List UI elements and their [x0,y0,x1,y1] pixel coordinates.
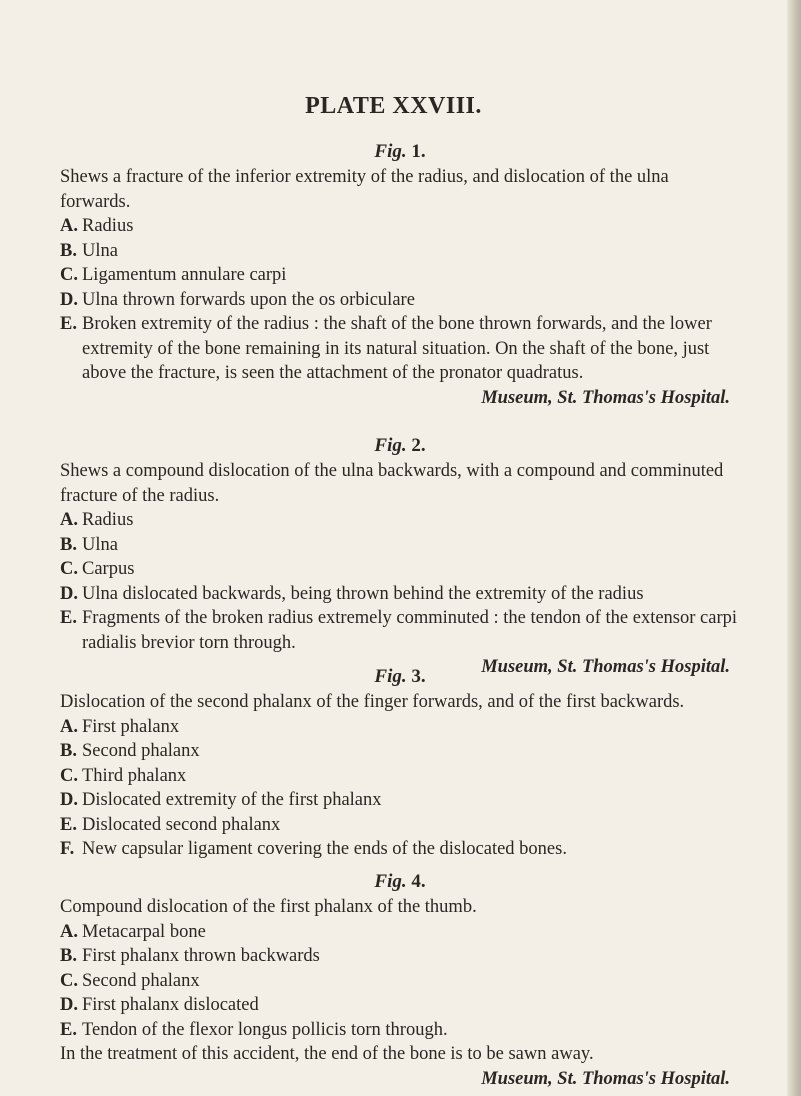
figure-3-number: 3. [411,666,426,687]
figure-3-heading [60,664,740,690]
figure-4-description: Compound dislocation of the first phalanx of the thumb. [60,897,477,917]
figure-1-item-e: E. Broken extremity of the radius : the shaft of the bone thrown forwards, and the lower extremity of the bone remaining in its natural situation. On the shaft of the bone, just above the fracture, is seen the attachment of the pronator quadratus. [60,314,712,383]
figure-2-item-a: A. Radius [60,510,134,530]
figure-1-museum-credit: Museum, St. Thomas's Hospital. [481,387,730,408]
figure-4-number: 4. [411,871,426,892]
page-edge [787,0,801,1096]
figure-1-description: Shews a fracture of the inferior extremity of the radius, and dislocation of the ulna forwards. [60,167,669,212]
figure-4-item-c: C. Second phalanx [60,970,200,991]
figure-1-item-d: D. Ulna thrown forwards upon the os orbiculare [60,289,415,310]
figure-1-section [60,139,740,411]
figure-2-museum-credit: Museum, St. Thomas's Hospital. [481,657,730,677]
figure-4-item-a: A. Metacarpal bone [60,921,206,942]
figure-2-item-c: C. Carpus [60,559,135,579]
figure-1-heading [60,139,740,165]
figure-4-label: Fig. [374,871,407,892]
figure-3-item-c: C. Third phalanx [60,765,187,786]
figure-4-item-e: E. Tendon of the flexor longus pollicis torn through. [60,1019,448,1040]
figure-4-treatment-note: In the treatment of this accident, the end of the bone is to be sawn away. [60,1044,594,1064]
figure-1-item-c: C. Ligamentum annulare carpi [60,265,287,285]
figure-2-description: Shews a compound dislocation of the ulna backwards, with a compound and comminuted fracture of the radius. [60,461,724,506]
figure-1-item-b: B. Ulna [60,240,118,261]
figure-3-label: Fig. [374,666,407,687]
figure-3-item-f: F. New capsular ligament covering the ends of the dislocated bones. [60,839,567,859]
figure-4-item-d: D. First phalanx dislocated [60,995,259,1015]
figure-4-section [60,869,740,1092]
figure-3-item-a: A. First phalanx [60,716,180,737]
figure-2-item-b: B. Ulna [60,534,118,555]
figure-3-item-e: E. Dislocated second phalanx [60,814,281,835]
figure-2-item-e: E. Fragments of the broken radius extremely comminuted : the tendon of the extensor carpi radialis brevior torn through. [60,608,738,653]
figure-2-section [60,433,740,680]
figure-2-heading [60,433,740,459]
figure-2-item-d: D. Ulna dislocated backwards, being thrown behind the extremity of the radius [60,583,644,604]
figure-1-number: 1. [411,141,426,162]
figure-3-item-b: B. Second phalanx [60,741,200,761]
figure-4-museum-credit: Museum, St. Thomas's Hospital. [481,1068,730,1089]
figure-3-section [60,664,740,862]
figure-1-label: Fig. [374,141,407,162]
figure-3-item-d: D. Dislocated extremity of the first phalanx [60,790,382,810]
figure-4-heading [60,869,740,895]
plate-title: PLATE XXVIII. [305,93,482,119]
figure-2-label: Fig. [374,435,407,456]
figure-4-item-b: B. First phalanx thrown backwards [60,946,320,966]
figure-2-number: 2. [411,435,426,456]
figure-1-item-a: A. Radius [60,216,134,236]
figure-3-description: Dislocation of the second phalanx of the finger forwards, and of the first backwards. [60,692,685,712]
